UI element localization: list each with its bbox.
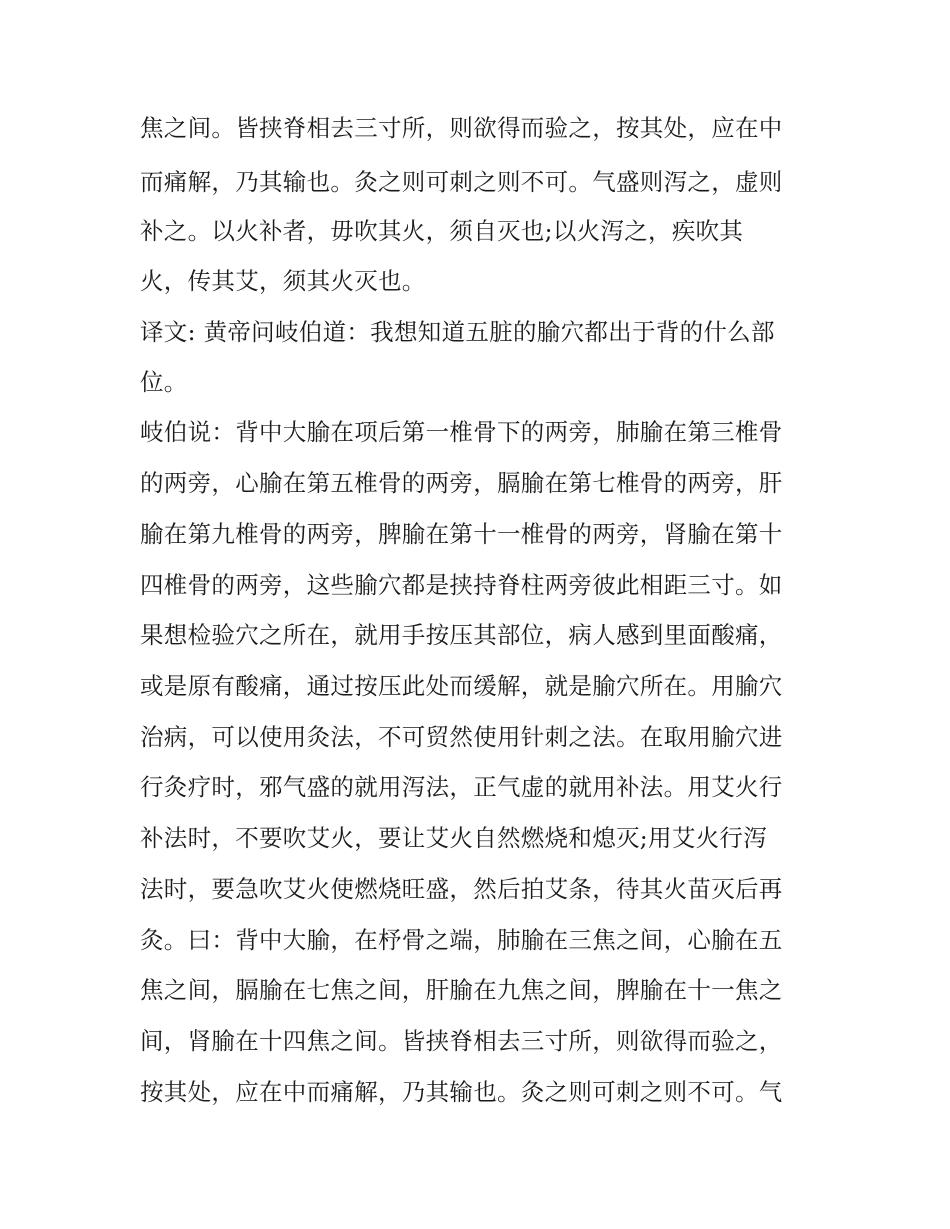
text-line: 焦之间，膈腧在七焦之间，肝腧在九焦之间，脾腧在十一焦之	[140, 976, 783, 1004]
text-line: 灸。曰：背中大腧，在杼骨之端，肺腧在三焦之间，心腧在五	[140, 926, 783, 954]
text-line: 焦之间。皆挟脊相去三寸所，则欲得而验之，按其处，应在中	[140, 114, 783, 142]
text-line: 或是原有酸痛，通过按压此处而缓解，就是腧穴所在。用腧穴	[140, 672, 783, 700]
text-line: 按其处，应在中而痛解，乃其输也。灸之则可刺之则不可。气	[140, 1078, 783, 1106]
text-line: 补法时，不要吹艾火，要让艾火自然燃烧和熄灭;用艾火行泻	[140, 824, 768, 852]
text-line: 岐伯说：背中大腧在项后第一椎骨下的两旁，肺腧在第三椎骨	[140, 418, 783, 446]
text-line: 的两旁，心腧在第五椎骨的两旁，膈腧在第七椎骨的两旁，肝	[140, 469, 783, 497]
text-line: 四椎骨的两旁，这些腧穴都是挟持脊柱两旁彼此相距三寸。如	[140, 571, 783, 599]
text-line: 果想检验穴之所在，就用手按压其部位，病人感到里面酸痛，	[140, 621, 783, 649]
text-line: 补之。以火补者，毋吹其火，须自灭也;以火泻之，疾吹其	[140, 217, 744, 245]
text-line: 腧在第九椎骨的两旁，脾腧在第十一椎骨的两旁，肾腧在第十	[140, 520, 783, 548]
text-line: 译文: 黄帝问岐伯道：我想知道五脏的腧穴都出于背的什么部	[140, 318, 775, 346]
text-line: 位。	[140, 368, 188, 396]
text-line: 治病，可以使用灸法，不可贸然使用针刺之法。在取用腧穴进	[140, 723, 783, 751]
text-line: 火，传其艾，须其火灭也。	[140, 267, 426, 295]
text-line: 间，肾腧在十四焦之间。皆挟脊相去三寸所，则欲得而验之，	[140, 1027, 783, 1055]
text-line: 行灸疗时，邪气盛的就用泻法，正气虚的就用补法。用艾火行	[140, 773, 783, 801]
text-line: 而痛解，乃其输也。灸之则可刺之则不可。气盛则泻之，虚则	[140, 168, 783, 196]
text-line: 法时，要急吹艾火使燃烧旺盛，然后拍艾条，待其火苗灭后再	[140, 875, 783, 903]
